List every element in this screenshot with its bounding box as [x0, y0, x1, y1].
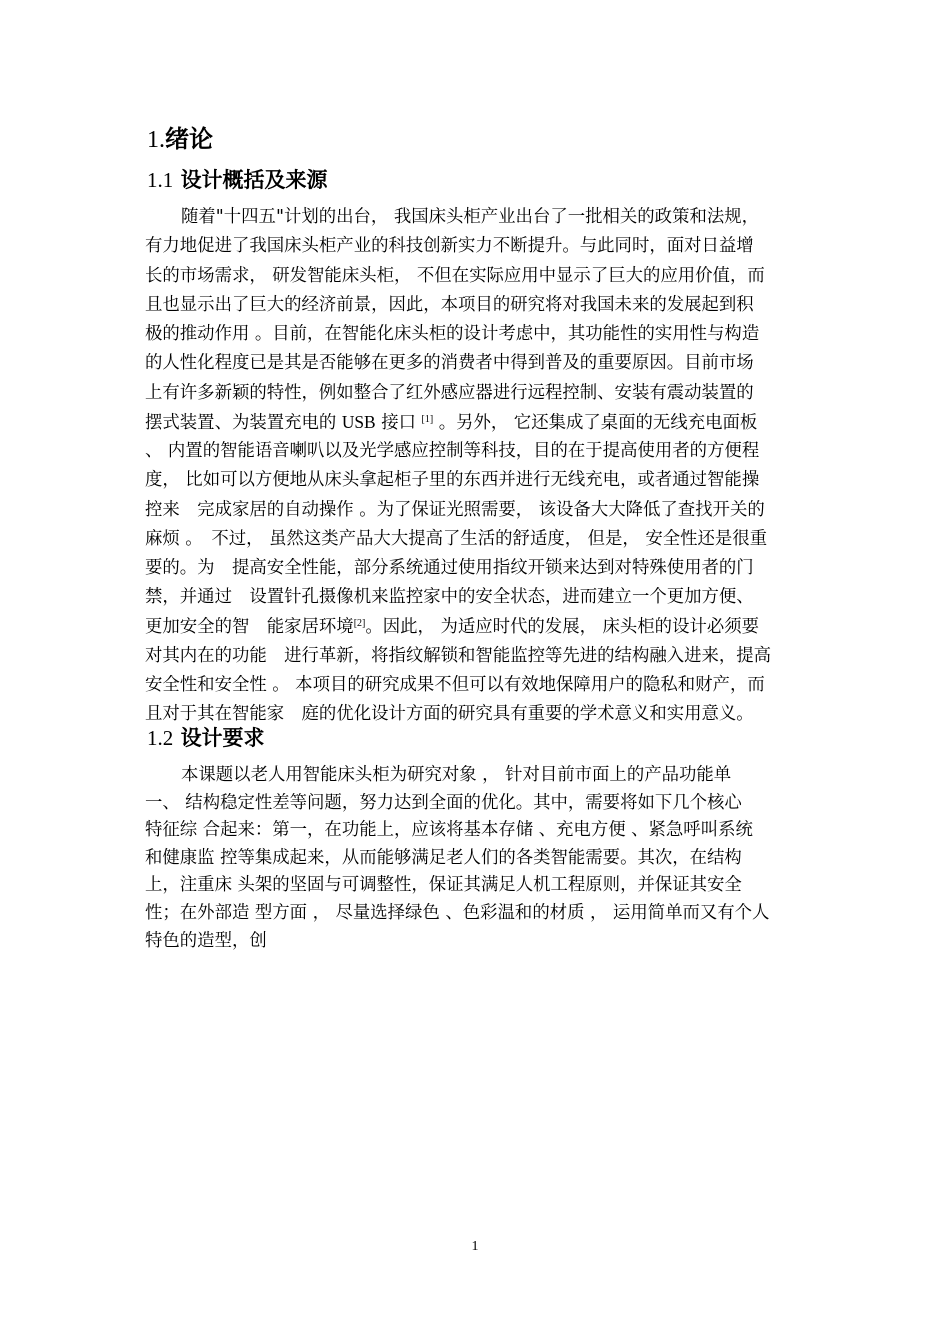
- text-line: 要的。为 提高安全性能，部分系统通过使用指纹开锁来达到对特殊使用者的门: [145, 558, 754, 578]
- section-title: 设计概括及来源: [180, 168, 328, 192]
- text-line: 和健康监 控等集成起来，从而能够满足老人们的各类智能需要。其次，在结构: [145, 847, 742, 868]
- citation-1[interactable]: [1]: [421, 413, 434, 425]
- text-line: 且对于其在智能家 庭的优化设计方面的研究具有重要的学术意义和实用意义。: [145, 704, 754, 725]
- text-line: 特征综 合起来：第一，在功能上，应该将基本存储 、充电方便 、紧急呼叫系统: [145, 820, 753, 841]
- text-segment: 。另外， 它还集成了桌面的无线充电面板: [433, 412, 758, 433]
- text-segment: 接口: [375, 412, 422, 433]
- text-line: 上，注重床 头架的坚固与可调整性，保证其满足人机工程原则，并保证其安全: [145, 875, 742, 896]
- text-line: 安全性和安全性 。 本项目的研究成果不但可以有效地保障用户的隐私和财产，而: [145, 675, 765, 695]
- text-line: 麻烦 。 不过， 虽然这类产品大大提高了生活的舒适度， 但是， 安全性还是很重: [145, 528, 768, 549]
- usb-text: USB: [341, 411, 376, 432]
- text-line: 上有许多新颖的特性，例如整合了红外感应器进行远程控制、安装有震动装置的: [145, 382, 754, 403]
- text-line: 长的市场需求， 研发智能床头柜， 不但在实际应用中显示了巨大的应用价值，而: [145, 265, 765, 286]
- text-line: [145, 408, 825, 437]
- text-line: 对其内在的功能 进行革新，将指纹解锁和智能监控等先进的结构融入进来，提高: [145, 645, 772, 666]
- text-line: 随着"十四五"计划的出台， 我国床头柜产业出台了一批相关的政策和法规，: [181, 207, 760, 227]
- section-number: 1.2: [147, 726, 174, 750]
- text-line: 有力地促进了我国床头柜产业的科技创新实力不断提升。与此同时，面对日益增: [145, 236, 754, 257]
- text-line: 控来 完成家居的自动操作 。为了保证光照需要， 该设备大大降低了查找开关的: [145, 499, 765, 520]
- chapter-heading: [147, 122, 213, 157]
- citation-2[interactable]: [2]: [353, 617, 366, 629]
- page-number: 1: [471, 1239, 479, 1254]
- chapter-number: 1.: [147, 127, 165, 153]
- text-line: 度， 比如可以方便地从床头拿起柜子里的东西并进行无线充电，或者通过智能操: [145, 470, 760, 491]
- section-heading-1-1: [147, 165, 328, 195]
- text-segment: 更加安全的智 能家居环境: [145, 616, 354, 637]
- text-segment: 摆式装置、为装置充电的: [145, 412, 342, 433]
- text-segment: 。因此， 为适应时代的发展， 床头柜的设计必须要: [365, 616, 760, 637]
- text-line: 禁，并通过 设置针孔摄像机来监控家中的安全状态，进而建立一个更加方便、: [145, 587, 754, 608]
- text-line: 本课题以老人用智能床头柜为研究对象 ， 针对目前市面上的产品功能单: [181, 765, 732, 785]
- paragraph-design-requirements: [145, 762, 825, 955]
- section-heading-1-2: [147, 723, 265, 753]
- paragraph-design-overview: [145, 203, 825, 730]
- text-line: 一、 结构稳定性差等问题，努力达到全面的优化。其中，需要将如下几个核心: [145, 792, 742, 813]
- text-line: 特色的造型，创: [145, 930, 267, 951]
- text-line: [145, 613, 825, 642]
- text-line: 的人性化程度已是其是否能够在更多的消费者中得到普及的重要原因。目前市场: [145, 353, 754, 374]
- section-title: 设计要求: [180, 726, 265, 750]
- chapter-title: 绪论: [165, 125, 213, 153]
- text-line: 极的推动作用 。目前，在智能化床头柜的设计考虑中，其功能性的实用性与构造: [145, 324, 760, 344]
- text-line: 性；在外部造 型方面 ， 尽量选择绿色 、色彩温和的材质 ， 运用简单而又有个人: [145, 902, 770, 923]
- text-line: 、 内置的智能语音喇叭以及光学感应控制等科技，目的在于提高使用者的方便程: [145, 441, 760, 461]
- text-line: 且也显示出了巨大的经济前景，因此，本项目的研究将对我国未来的发展起到积: [145, 294, 754, 315]
- section-number: 1.1: [147, 168, 174, 192]
